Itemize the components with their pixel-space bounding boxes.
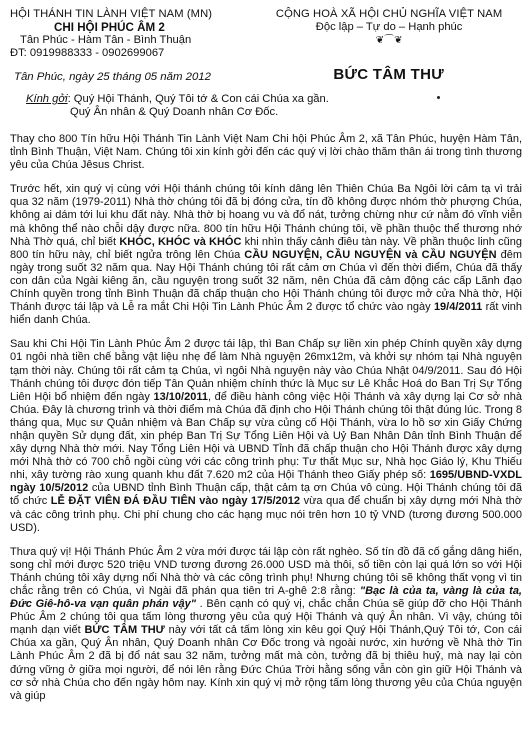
paragraph-2 bbox=[10, 183, 522, 327]
p2-bold-date: 19/4/2011 bbox=[433, 301, 483, 314]
ornament-icon: ❦⌒❦ bbox=[375, 35, 403, 46]
p4-bold-scripture: "Bạc là của ta, vàng là của ta, Đức Giê-hô-va vạn quân phán vậy" bbox=[10, 585, 522, 611]
p2-bold-crying: KHÓC, KHÓC và KHÓC bbox=[119, 235, 242, 248]
ink-dot bbox=[437, 96, 440, 99]
nation-header bbox=[256, 8, 522, 60]
paragraph-4 bbox=[10, 546, 522, 703]
p4-text-a: Thưa quý vị! Hội Thánh Phúc Âm 2 vừa mới được tái lập còn rất nghèo. Số tín đồ đã cố gắng dâng hiến, song chỉ mới được 520 triệu VND tương đương 26.000 USD mà thôi, số tiền còn lại quá lớn so với Hội Thánh chúng tôi xây dựng nổi Nhà thờ và các công trình phụ! Nhưng chúng tôi sẽ không thất vọng vì tin chắc rằng trên có Chúa, vì Ngài đã phán qua tiên tri A-ghê 2:8 rằng: bbox=[10, 545, 522, 597]
church-header bbox=[10, 8, 256, 60]
church-location: Tân Phúc - Hàm Tân - Bình Thuận bbox=[20, 34, 192, 46]
church-phone: ĐT: 0919988333 - 0902699067 bbox=[10, 47, 165, 59]
p3-text-c: , để điều hành công việc Hội Thánh và xây dựng lại Cơ sở nhà Chúa. Đây là chương trình và thời điểm mà Chúa đã định cho Hội Thánh chúng tôi thật đúng lúc. Trong 8 tháng qua, Mục sư Quản nhiệm và Ban Chấp sự vừa củng cố Hội Thánh, vừa lo hồ sơ xin Giấy Chứng nhận quyền Sử dụng đất, xin phép Ban Trị Sự Tổng Liên Hội và Uỷ Ban Nhân Dân tỉnh Bình Thuận để xây dựng Nhà thờ mới. Nay Tổng Liên Hội và UBND Tỉnh đã chấp thuận cho Hội Thánh được xây dựng mới Nhà thờ có 700 chỗ ngồi cùng với các công trình phụ: Tư thất Mục sư, Nhà học Giáo lý, Khu Thiếu nhi, xây tường rào xung quanh khu đất 7.620 m2 của Hội Thánh theo Giấy phép số: bbox=[10, 390, 522, 482]
letter-body bbox=[10, 133, 522, 703]
p2-text-a: Trước hết, xin quý vị cùng với Hội thánh chúng tôi kính dâng lên Thiên Chúa Ba Ngôi lời cảm tạ vì trải qua 32 năm (1979-2011) Nhà thờ chúng tôi đã bị đóng cửa, tín đồ không được nhóm thờ phượng Chúa, không ai dám tới lui khu đất này. Nhà thờ bị hoang vu và đổ nát, tưởng chừng như cứ nằm đó vĩnh viễn mà không thể nào chỗi dậy được nữa. 800 tín hữu Hội Thánh chúng tôi, về phần thuộc thể thương nhớ Nhà Thờ quá, chỉ biết bbox=[10, 183, 522, 248]
p3-bold-ceremony: LỄ ĐẶT VIÊN ĐÁ ĐẦU TIÊN vào ngày 17/5/2012 bbox=[50, 495, 300, 508]
letter-title: BỨC TÂM THƯ bbox=[333, 66, 444, 83]
p2-bold-prayer: CẦU NGUYỆN, CẦU NGUYỆN và CẦU NGUYỆN bbox=[244, 248, 497, 261]
letter-header bbox=[10, 8, 522, 60]
p4-text-c: . Bên cạnh có quý vị, chắc chắn Chúa sẽ giúp đỡ cho Hội Thánh Phúc Âm 2 chúng tôi qua tấm lòng thương yêu của quý Hội Thánh và quý Ân nhân. Vì vậy, chúng tôi mạnh dạn viết bbox=[10, 598, 523, 637]
p2-text-g: rất vinh hiển danh Chúa. bbox=[10, 301, 522, 327]
p2-text-e: đêm ngày trong suốt 32 năm qua. Nay Hội Thánh chúng tôi rất cảm ơn Chúa vì đến thời điểm, Chúa đã thấy con dân của Ngài kiêng ăn, cầu nguyện trong suốt 32 năm, nên Chúa đã cảm động các cấp Lãnh đạo Chính quyền trong tỉnh Bình Thuận đã chấp thuận cho Hội Thánh chúng tôi được mở cửa Nhà thờ, Hội Thánh được tái lập và Lễ ra mắt Chi Hội Tin Lành Phúc Âm 2 được tổ chức vào ngày bbox=[10, 248, 522, 314]
p3-bold-permit: 1695/UBND-VXDL ngày 10/5/2012 bbox=[10, 469, 522, 495]
church-org: HỘI THÁNH TIN LÀNH VIỆT NAM (MN) bbox=[10, 8, 213, 20]
letter-date: Tân Phúc, ngày 25 tháng 05 năm 2012 bbox=[14, 71, 211, 83]
p4-text-e: này với tất cả tấm lòng xin kêu gọi Quý Hội Thánh,Quý Tôi tớ, Con cái Chúa xa gần, Quý Ân nhân, Quý Doanh nhân Cơ Đốc trong và ngoài nước, xin hướng về Nhà thờ Tin Lành Phúc Âm 2 đã bị đổ nát sau 32 năm, tưởng mất mà còn, tưởng đã bị thiêu huỷ, mà nay lại còn đứng vững ở giữa mọi người, để nói lên rằng Đức Chúa Trời hằng sống vẫn còn gìn giữ Hội Thánh và cơ sở nhà Chúa cho đến ngày hôm nay. Kính xin quý vị mở rộng tấm lòng thương yêu của Chúa nguyện và giúp bbox=[10, 624, 522, 702]
paragraph-1: Thay cho 800 Tín hữu Hội Thánh Tin Lành Việt Nam Chi hội Phúc Âm 2, xã Tân Phúc, huyện Hàm Tân, tỉnh Bình Thuận, Việt Nam. Chúng tôi xin kính gởi đến các quý vị lời chào thăm thân ái trong tình thương yêu của Chúa Jêsus Christ. bbox=[10, 133, 522, 172]
p4-bold-title: BỨC TÂM THƯ bbox=[84, 624, 165, 637]
greeting bbox=[10, 93, 522, 119]
church-branch: CHI HỘI PHÚC ÂM 2 bbox=[54, 21, 165, 34]
p2-text-c: khi nhìn thấy cảnh điêu tàn này. Về phần thuộc linh cũng 800 tín hữu này, chỉ biết ngửa trông lên Chúa bbox=[10, 235, 522, 261]
p3-text-a: Sau khi Chi Hội Tin Lành Phúc Âm 2 được tái lập, thì Ban Chấp sự liền xin phép Chính quyền xây dựng 01 ngôi nhà tiền chế bằng vật liệu nhẹ để làm Nhà nguyện 26mx12m, và khởi sự nhóm tại Nhà nguyện tạm thời này. Chúng tôi rất cảm tạ Chúa, vì ngôi Nhà nguyện này vào Chúa Nhật 04/9/2011. Sau đó Hội Thánh chúng tôi được đón tiếp Tân Quản nhiệm chính thức là Mục sư Lê Khắc Hoá do Ban Trị Sự Tổng Liên Hội bổ nhiệm đến ngày bbox=[10, 338, 522, 403]
p3-text-g: vừa qua để chuẩn bị xây dựng mới Nhà thờ và các công trình phụ. Chi phí chung cho các hạng mục nói trên hơn 10 tỷ VND (tương đương 500.000 USD). bbox=[10, 495, 522, 534]
greeting-label: Kính gởi bbox=[26, 93, 68, 105]
national-motto: Độc lập – Tự do – Hạnh phúc bbox=[315, 21, 463, 33]
republic-name: CỘNG HOÀ XÃ HỘI CHỦ NGHĨA VIỆT NAM bbox=[275, 8, 503, 20]
p3-bold-date: 13/10/2011 bbox=[153, 390, 208, 403]
greeting-line2: Quý Ân nhân & Quý Doanh nhân Cơ Đốc. bbox=[70, 106, 279, 118]
p3-text-e: của UBND tỉnh Bình Thuận cấp, thật cảm tạ ơn Chúa vô cùng. Hội Thánh chúng tôi đã tổ chức bbox=[10, 482, 522, 508]
greeting-line1: : Quý Hội Thánh, Quý Tôi tớ & Con cái Chúa xa gần. bbox=[67, 93, 329, 105]
paragraph-3 bbox=[10, 338, 522, 534]
